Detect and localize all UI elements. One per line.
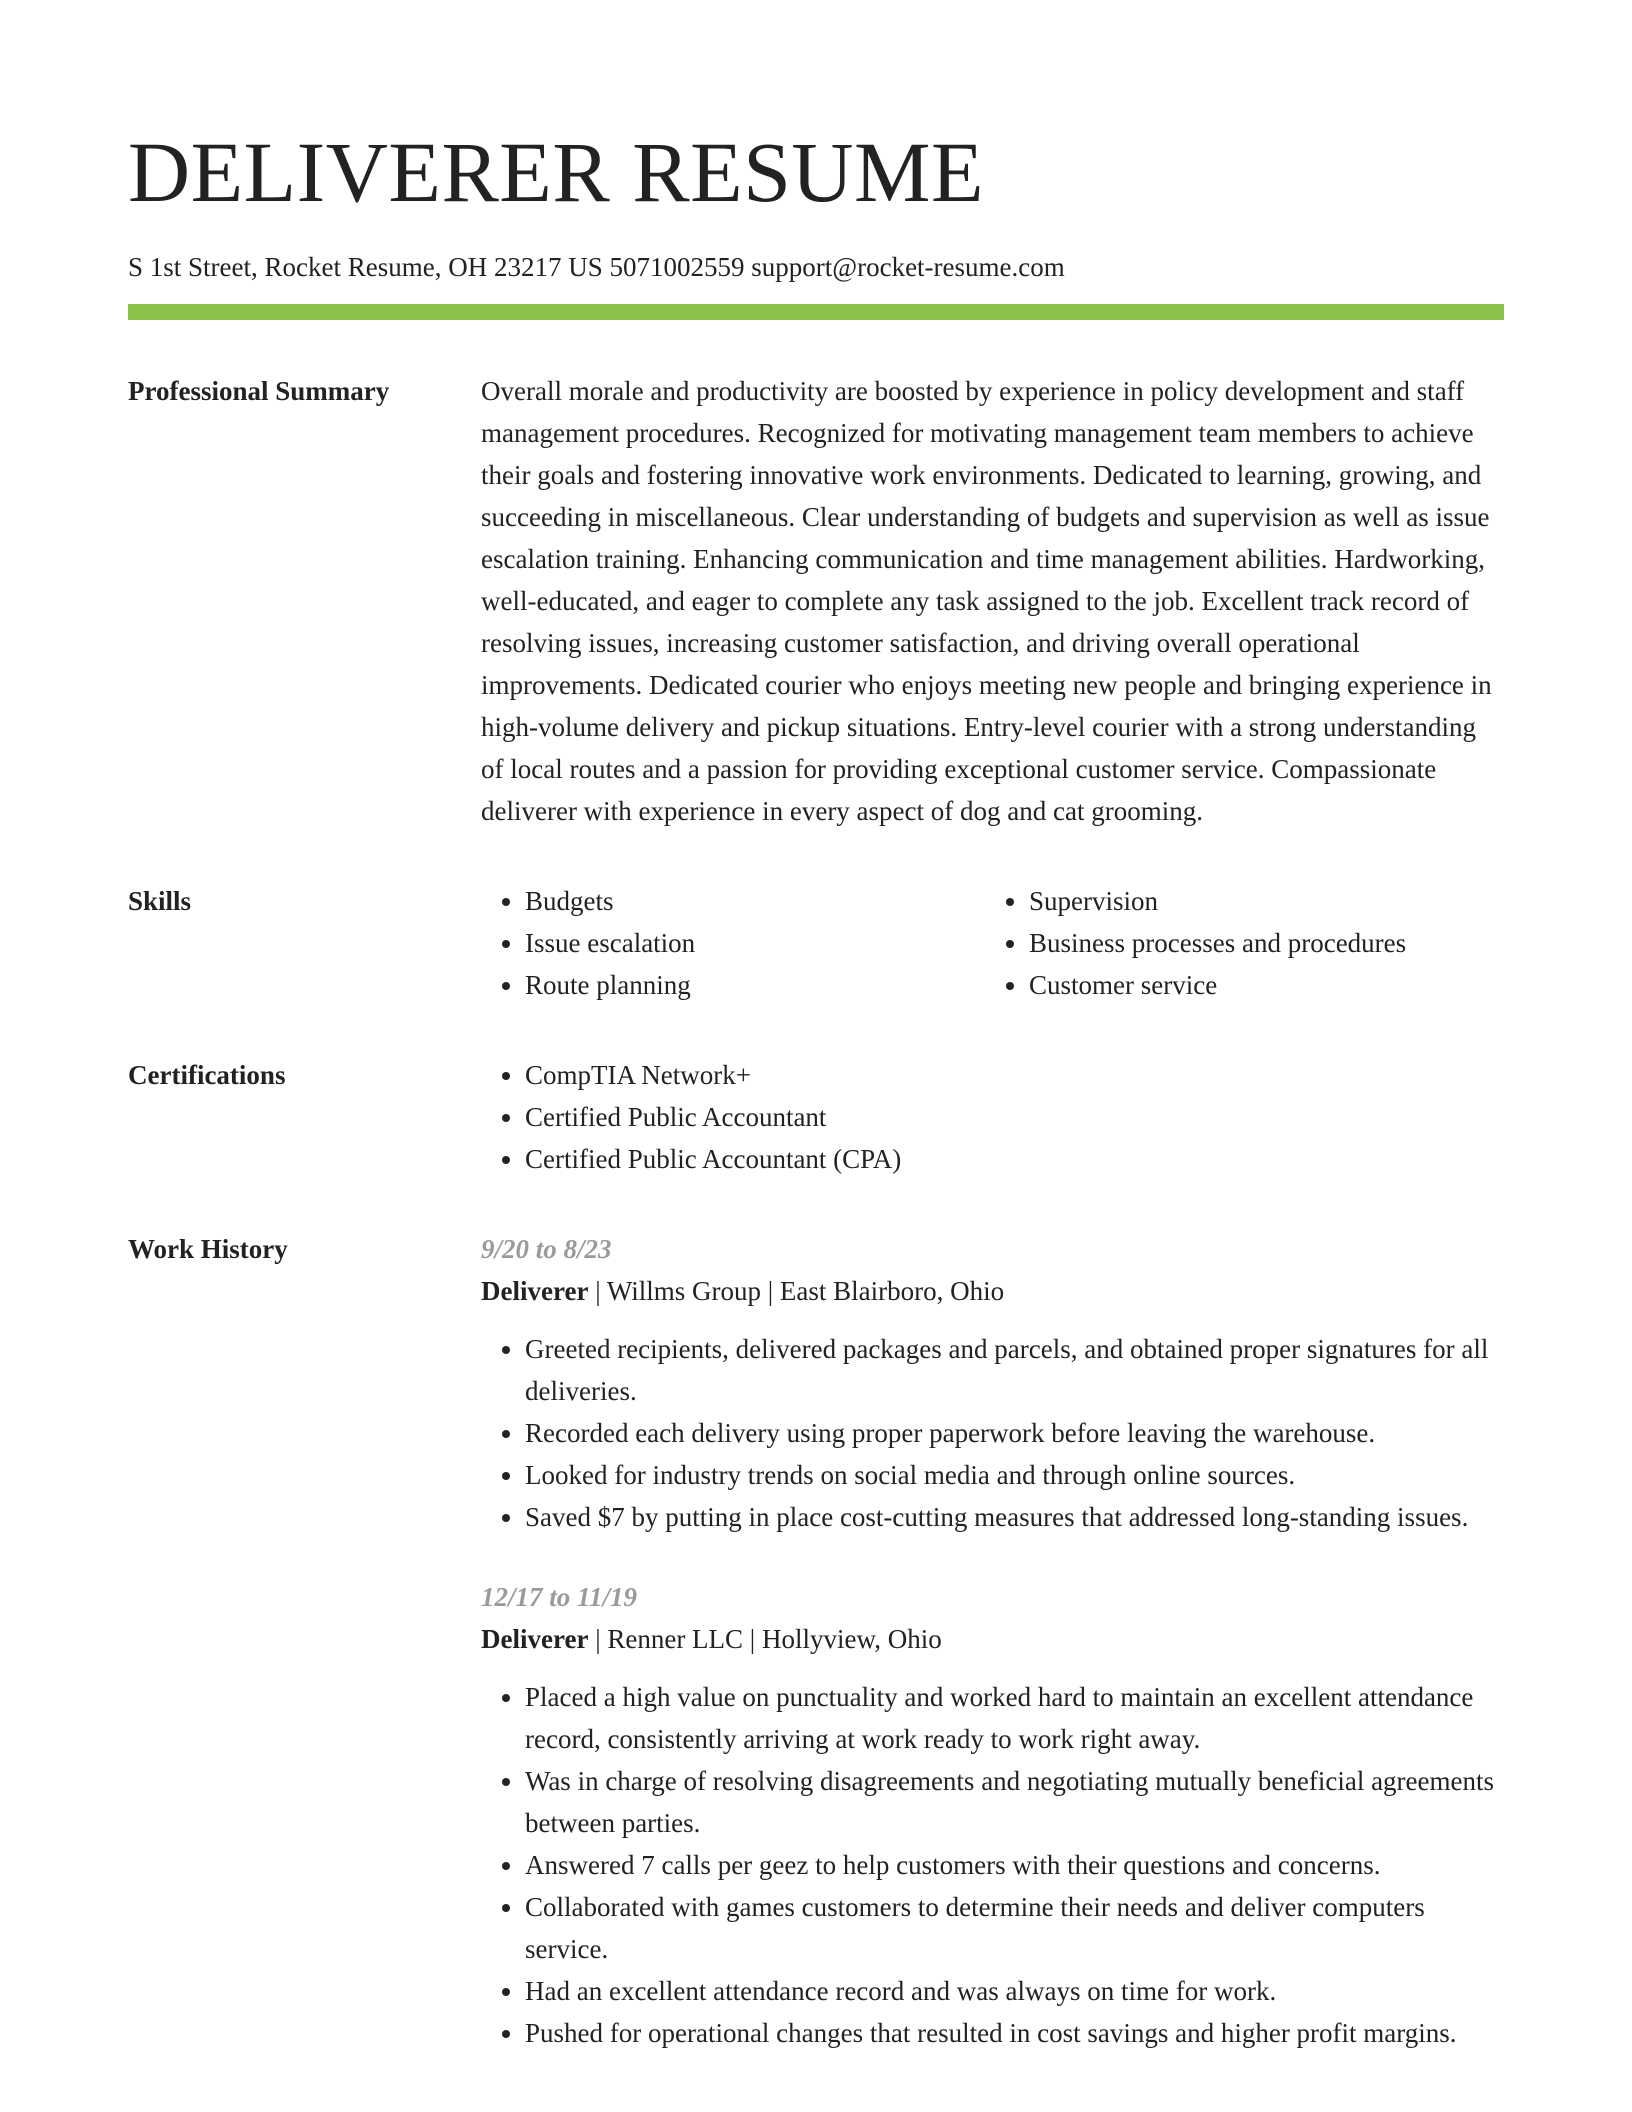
job-role-line bbox=[481, 1618, 1504, 1660]
skill-item: • Supervision bbox=[1029, 880, 1489, 922]
job-entry bbox=[481, 1576, 1504, 2054]
job-bullet: • Placed a high value on punctuality and worked hard to maintain an excellent attendance record, consistently arriving at work ready to work right away. bbox=[525, 1676, 1504, 1760]
certification-item: • Certified Public Accountant (CPA) bbox=[525, 1138, 1504, 1180]
resume-title: DELIVERER RESUME bbox=[128, 124, 985, 220]
job-bullet: • Saved $7 by putting in place cost-cutting measures that addressed long-standing issues. bbox=[525, 1496, 1504, 1538]
job-role-line bbox=[481, 1270, 1504, 1312]
job-bullet: • Looked for industry trends on social media and through online sources. bbox=[525, 1454, 1504, 1496]
section-label: Skills bbox=[128, 886, 192, 916]
skill-item: • Budgets bbox=[525, 880, 985, 922]
job-title: Deliverer bbox=[481, 1624, 589, 1654]
job-dates: 12/17 to 11/19 bbox=[481, 1582, 638, 1612]
job-company-location: | Renner LLC | Hollyview, Ohio bbox=[588, 1624, 942, 1654]
job-title: Deliverer bbox=[481, 1276, 589, 1306]
skill-item: • Issue escalation bbox=[525, 922, 985, 964]
header-divider bbox=[128, 304, 1504, 320]
job-bullet: • Greeted recipients, delivered packages and parcels, and obtained proper signatures for all deliveries. bbox=[525, 1328, 1504, 1412]
section-label: Work History bbox=[128, 1234, 288, 1264]
contact-line: S 1st Street, Rocket Resume, OH 23217 US 5071002559 support@rocket-resume.com bbox=[128, 252, 1065, 282]
skills-column-right bbox=[985, 880, 1489, 1006]
job-bullet: • Had an excellent attendance record and was always on time for work. bbox=[525, 1970, 1504, 2012]
job-company-location: | Willms Group | East Blairboro, Ohio bbox=[588, 1276, 1005, 1306]
skill-item: • Route planning bbox=[525, 964, 985, 1006]
section-label: Professional Summary bbox=[128, 376, 390, 406]
section-skills bbox=[128, 880, 1504, 1006]
job-entry bbox=[481, 1228, 1504, 1538]
job-bullet: • Was in charge of resolving disagreements and negotiating mutually beneficial agreements between parties. bbox=[525, 1760, 1504, 1844]
summary-text: Overall morale and productivity are boosted by experience in policy development and staff management procedures. Recognized for motivating management team members to achieve their goals and fostering innovative work environments. Dedicated to learning, growing, and succeeding in miscellaneous. Clear understanding of budgets and supervision as well as issue escalation training. Enhancing communication and time management abilities. Hardworking, well-educated, and eager to complete any task assigned to the job. Excellent track record of resolving issues, increasing customer satisfaction, and driving overall operational improvements. Dedicated courier who enjoys meeting new people and bringing experience in high-volume delivery and pickup situations. Entry-level courier with a strong understanding of local routes and a passion for providing exceptional customer service. Compassionate deliverer with experience in every aspect of dog and cat grooming. bbox=[481, 376, 1492, 826]
job-bullet: • Pushed for operational changes that resulted in cost savings and higher profit margins. bbox=[525, 2012, 1504, 2054]
job-bullet: • Answered 7 calls per geez to help customers with their questions and concerns. bbox=[525, 1844, 1504, 1886]
section-label: Certifications bbox=[128, 1060, 286, 1090]
section-professional-summary bbox=[128, 370, 1504, 832]
skills-column-left bbox=[481, 880, 985, 1006]
skill-item: • Customer service bbox=[1029, 964, 1489, 1006]
job-dates: 9/20 to 8/23 bbox=[481, 1234, 612, 1264]
job-bullet: • Recorded each delivery using proper paperwork before leaving the warehouse. bbox=[525, 1412, 1504, 1454]
skill-item: • Business processes and procedures bbox=[1029, 922, 1489, 964]
job-bullet: • Collaborated with games customers to determine their needs and deliver computers service. bbox=[525, 1886, 1504, 1970]
certification-item: • CompTIA Network+ bbox=[525, 1054, 1504, 1096]
section-certifications bbox=[128, 1054, 1504, 1180]
section-work-history bbox=[128, 1228, 1504, 2054]
certification-item: • Certified Public Accountant bbox=[525, 1096, 1504, 1138]
